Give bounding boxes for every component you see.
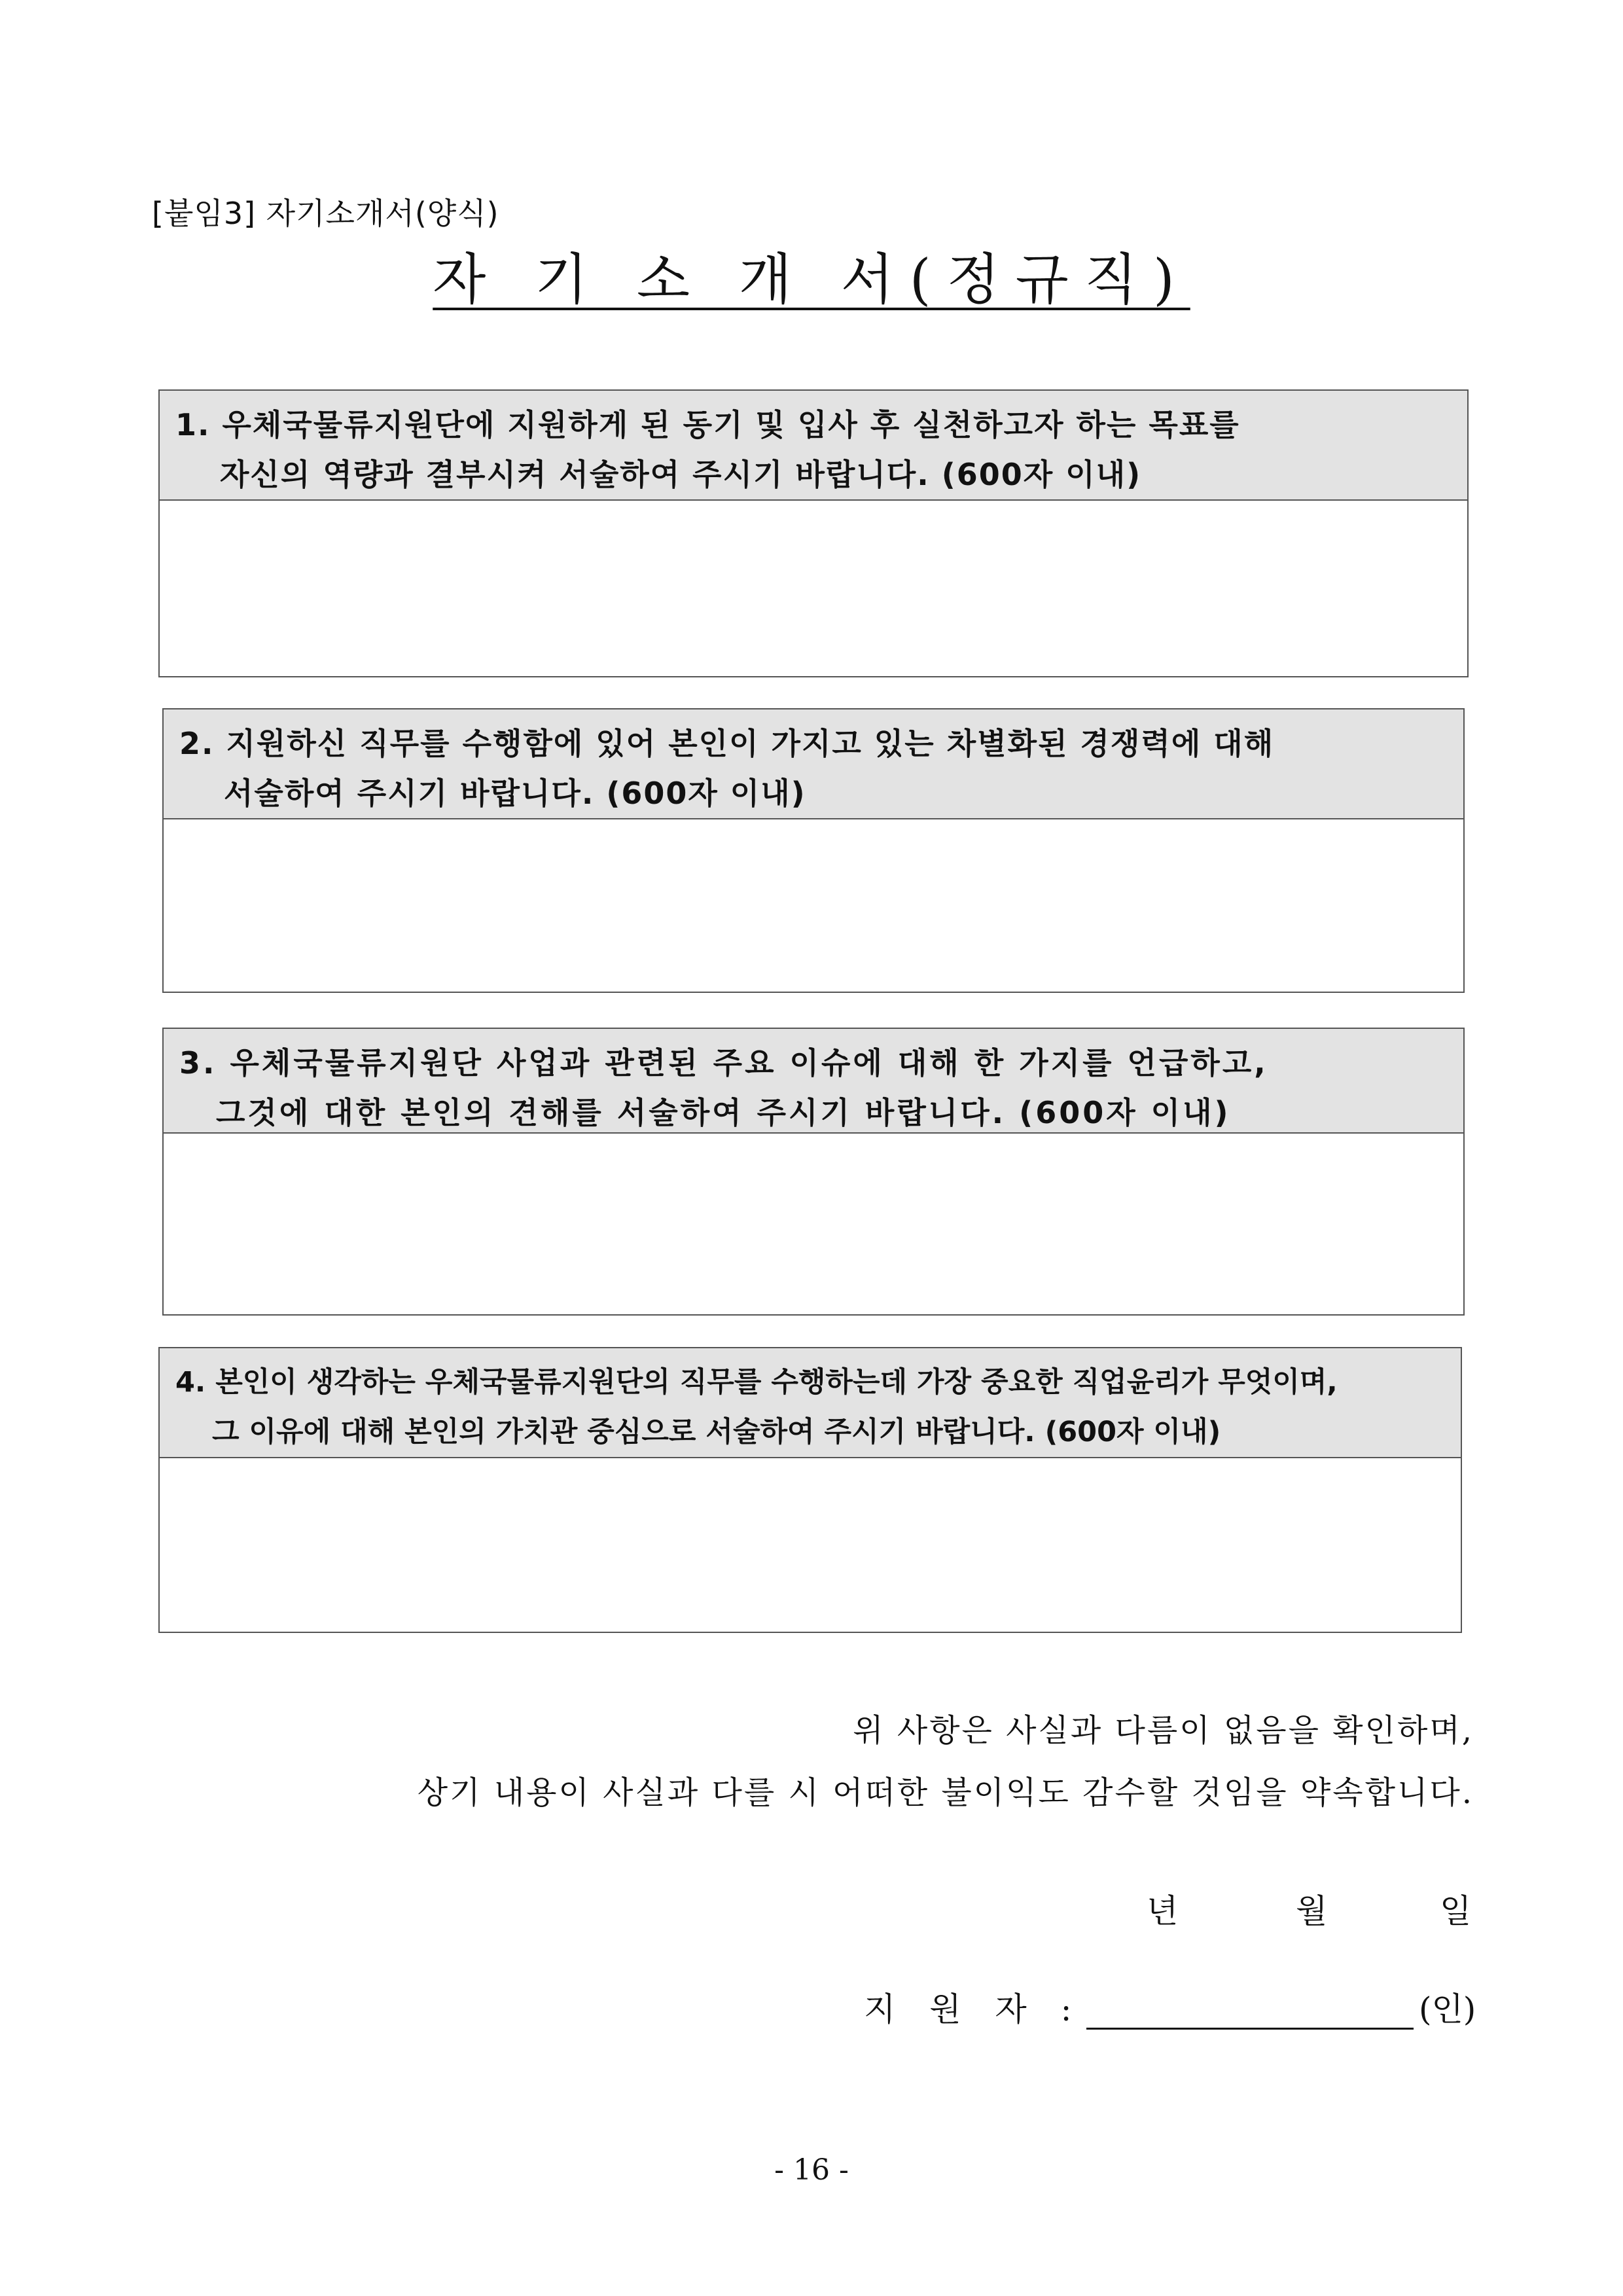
question-3-line-2: 그것에 대한 본인의 견해를 서술하여 주시기 바랍니다. (600자 이내) bbox=[216, 1095, 1231, 1130]
document-title bbox=[0, 236, 1623, 315]
question-box-4 bbox=[158, 1347, 1462, 1633]
question-4-line-2: 그 이유에 대해 본인의 가치관 중심으로 서술하여 주시기 바랍니다. (600자 이내) bbox=[212, 1416, 1221, 1448]
answer-field-2[interactable] bbox=[164, 819, 1463, 992]
question-box-3 bbox=[162, 1028, 1465, 1316]
question-header-4 bbox=[160, 1348, 1461, 1458]
question-1-line-1: 1. 우체국물류지원단에 지원하게 된 동기 및 입사 후 실천하고자 하는 목표를 bbox=[175, 407, 1240, 442]
question-4-line-1: 4. 본인이 생각하는 우체국물류지원단의 직무를 수행하는데 가장 중요한 직업윤리가 무엇이며, bbox=[175, 1366, 1338, 1399]
date-day-label: 일 bbox=[1440, 1892, 1472, 1930]
answer-field-1[interactable] bbox=[160, 501, 1467, 676]
applicant-label: 지 원 자 : bbox=[864, 1990, 1084, 2028]
attachment-label: [붙임3] 자기소개서(양식) bbox=[152, 196, 499, 231]
question-box-2 bbox=[162, 708, 1465, 993]
question-box-1 bbox=[158, 389, 1469, 677]
signature-line[interactable] bbox=[1086, 2028, 1414, 2030]
question-1-line-2: 자신의 역량과 결부시켜 서술하여 주시기 바랍니다. (600자 이내) bbox=[220, 457, 1142, 492]
question-3-line-1: 3. 우체국물류지원단 사업과 관련된 주요 이슈에 대해 한 가지를 언급하고, bbox=[179, 1045, 1268, 1081]
question-2-line-2: 서술하여 주시기 바랍니다. (600자 이내) bbox=[224, 776, 806, 811]
answer-field-3[interactable] bbox=[164, 1134, 1463, 1314]
declaration-line-1: 위 사항은 사실과 다름이 없음을 확인하며, bbox=[853, 1712, 1474, 1749]
date-month-label: 월 bbox=[1296, 1892, 1328, 1930]
declaration-line-2: 상기 내용이 사실과 다를 시 어떠한 불이익도 감수할 것임을 약속합니다. bbox=[417, 1774, 1474, 1811]
question-header-3 bbox=[164, 1029, 1463, 1134]
date-year-label: 년 bbox=[1147, 1892, 1179, 1930]
question-header-1 bbox=[160, 391, 1467, 501]
question-header-2 bbox=[164, 709, 1463, 819]
question-2-line-1: 2. 지원하신 직무를 수행함에 있어 본인이 가지고 있는 차별화된 경쟁력에 대해 bbox=[179, 726, 1275, 761]
document-title-text: 자 기 소 개 서(정규직) bbox=[433, 247, 1190, 312]
answer-field-4[interactable] bbox=[160, 1458, 1461, 1632]
seal-label: (인) bbox=[1419, 1990, 1476, 2028]
page-number: - 16 - bbox=[774, 2153, 849, 2187]
